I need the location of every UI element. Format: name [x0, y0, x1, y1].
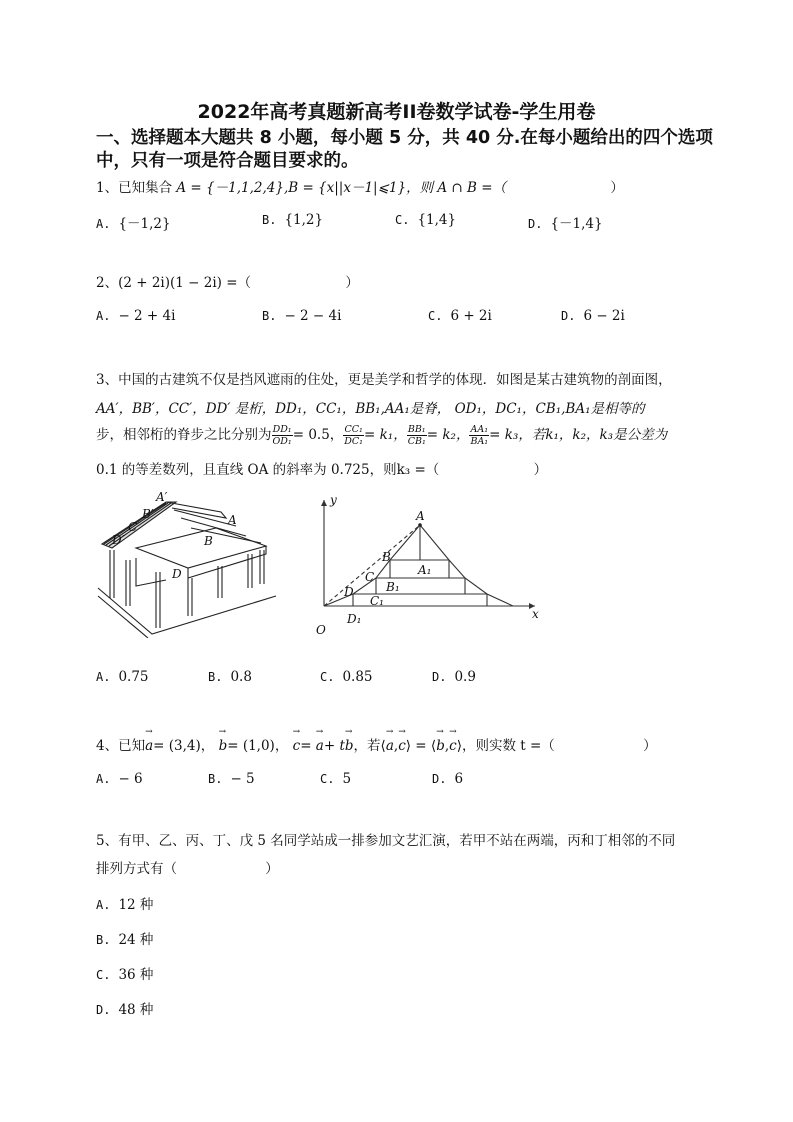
q2-option-a[interactable]: A. − 2 + 4i: [96, 308, 176, 324]
q2-option-b[interactable]: B. − 2 − 4i: [262, 308, 342, 324]
q2-option-c[interactable]: C. 6 + 2i: [428, 308, 492, 324]
svg-text:B: B: [204, 534, 213, 548]
q4-option-a[interactable]: A. − 6: [96, 771, 143, 787]
roof-profile-diagram: [310, 488, 550, 643]
question-math: A = {－1,1,2,4},B = {x||x－1|⩽1}，则 A ∩ B =（: [176, 180, 507, 196]
svg-text:C₁: C₁: [370, 594, 384, 608]
question-math: (2 + 2i)(1 − 2i) =（: [118, 275, 252, 291]
svg-text:D: D: [172, 567, 182, 581]
svg-text:D′: D′: [112, 533, 125, 547]
question-number: 3、: [96, 372, 119, 388]
answer-blank-close: ）: [345, 275, 359, 291]
svg-text:x: x: [532, 607, 539, 621]
question-text: 已知集合: [118, 180, 173, 196]
question-number: 5、: [96, 833, 119, 849]
svg-text:B: B: [382, 550, 391, 564]
q4-option-d[interactable]: D. 6: [432, 771, 464, 787]
section-heading-line1: 一、选择题本大题共 8 小题，每小题 5 分，共 40 分.在每小题给出的四个选项: [96, 128, 713, 148]
q3-option-a[interactable]: A. 0.75: [96, 669, 149, 685]
answer-blank-close: ）: [610, 180, 624, 196]
fraction-aa1-ba1: $\frac{\text{AA₁}}{\text{BA₁}}$: [470, 424, 489, 447]
svg-text:O: O: [316, 623, 326, 637]
question-1-stem: [96, 176, 624, 196]
section-heading-line2: 中，只有一项是符合题目要求的。: [96, 151, 359, 171]
question-3-line2: AA′，BB′，CC′，DD′ 是桁，DD₁，CC₁，BB₁,AA₁是脊， OD₁，DC₁，CB₁,BA₁是相等的: [96, 401, 645, 417]
question-number: 1、: [96, 180, 119, 196]
q5-option-c[interactable]: C. 36 种: [96, 967, 154, 983]
svg-text:y: y: [330, 493, 337, 507]
svg-text:A′: A′: [156, 490, 168, 504]
q4-option-c[interactable]: C. 5: [320, 771, 352, 787]
q1-option-d[interactable]: D. {－1,4}: [528, 216, 603, 232]
question-number: 2、: [96, 275, 119, 291]
q5-option-b[interactable]: B. 24 种: [96, 932, 154, 948]
question-4-stem: 4、已知→ a= (3,4)， → b= (1,0)， → c= → a+ t→ b，若⟨→ a,→ c⟩ = ⟨→ b,→ c⟩，则实数 t =（ ）: [96, 734, 657, 754]
page-title: 2022年高考真题新高考II卷数学试卷-学生用卷: [197, 101, 596, 123]
vector-c: → c: [293, 738, 301, 754]
q3-option-b[interactable]: B. 0.8: [208, 669, 252, 685]
q2-option-d[interactable]: D. 6 − 2i: [561, 308, 625, 324]
vector-b: → b: [219, 738, 228, 754]
vector-a: → a: [145, 738, 153, 754]
question-3-line4: 0.1 的等差数列，且直线 OA 的斜率为 0.725，则k₃ =（ ）: [96, 462, 548, 478]
q1-option-c[interactable]: C. {1,4}: [395, 212, 457, 228]
svg-text:C: C: [365, 570, 375, 584]
q4-option-b[interactable]: B. − 5: [208, 771, 255, 787]
q5-option-a[interactable]: A. 12 种: [96, 897, 154, 913]
svg-text:D₁: D₁: [347, 612, 362, 626]
svg-text:A: A: [228, 513, 237, 527]
svg-text:D: D: [344, 585, 354, 599]
question-5-line1: 5、有甲、乙、丙、丁、戊 5 名同学站成一排参加文艺汇演，若甲不站在两端，丙和丁相邻的不同: [96, 833, 676, 849]
question-number: 4、: [96, 738, 119, 754]
answer-blank-close: ）: [265, 861, 279, 877]
svg-text:B′: B′: [142, 507, 154, 521]
fraction-cc1-dc1: $\frac{\text{CC₁}}{\text{DC₁}}$: [344, 424, 363, 447]
answer-blank-close: ）: [643, 738, 657, 754]
svg-text:A₁: A₁: [418, 563, 432, 577]
question-3-line1: 3、中国的古建筑不仅是挡风遮雨的住处，更是美学和哲学的体现．如图是某古建筑物的剖面图，: [96, 372, 672, 388]
fraction-bb1-cb1: $\frac{\text{BB₁}}{\text{CB₁}}$: [407, 424, 426, 447]
q1-option-b[interactable]: B. {1,2}: [262, 212, 324, 228]
svg-text:A: A: [416, 509, 425, 523]
q5-option-d[interactable]: D. 48 种: [96, 1002, 154, 1018]
question-3-line3: 步，相邻桁的脊步之比分别为 $\frac{\text{DD₁}}{\text{OD₁}}$ = 0.5， $\frac{\text{CC₁}}{\text{DC₁}}$ = k₁， $\frac{\text{BB₁}}{\text{CB₁}}$ = k₂， $\frac{\text{AA₁}}{\text{BA₁}}$ = k₃，若k₁，k₂，k₃是公差为: [96, 424, 668, 447]
question-2-stem: [96, 271, 359, 291]
answer-blank-close: ）: [533, 462, 548, 478]
question-5-line2: 排列方式有（ ）: [96, 861, 279, 877]
q3-option-c[interactable]: C. 0.85: [320, 669, 373, 685]
fraction-dd1-od1: $\frac{\text{DD₁}}{\text{OD₁}}$: [272, 424, 292, 447]
svg-text:B₁: B₁: [386, 580, 400, 594]
ancient-building-figure: [96, 488, 281, 638]
q1-option-a[interactable]: A. {－1,2}: [96, 216, 171, 232]
svg-text:C′: C′: [128, 520, 140, 534]
q3-option-d[interactable]: D. 0.9: [432, 669, 476, 685]
